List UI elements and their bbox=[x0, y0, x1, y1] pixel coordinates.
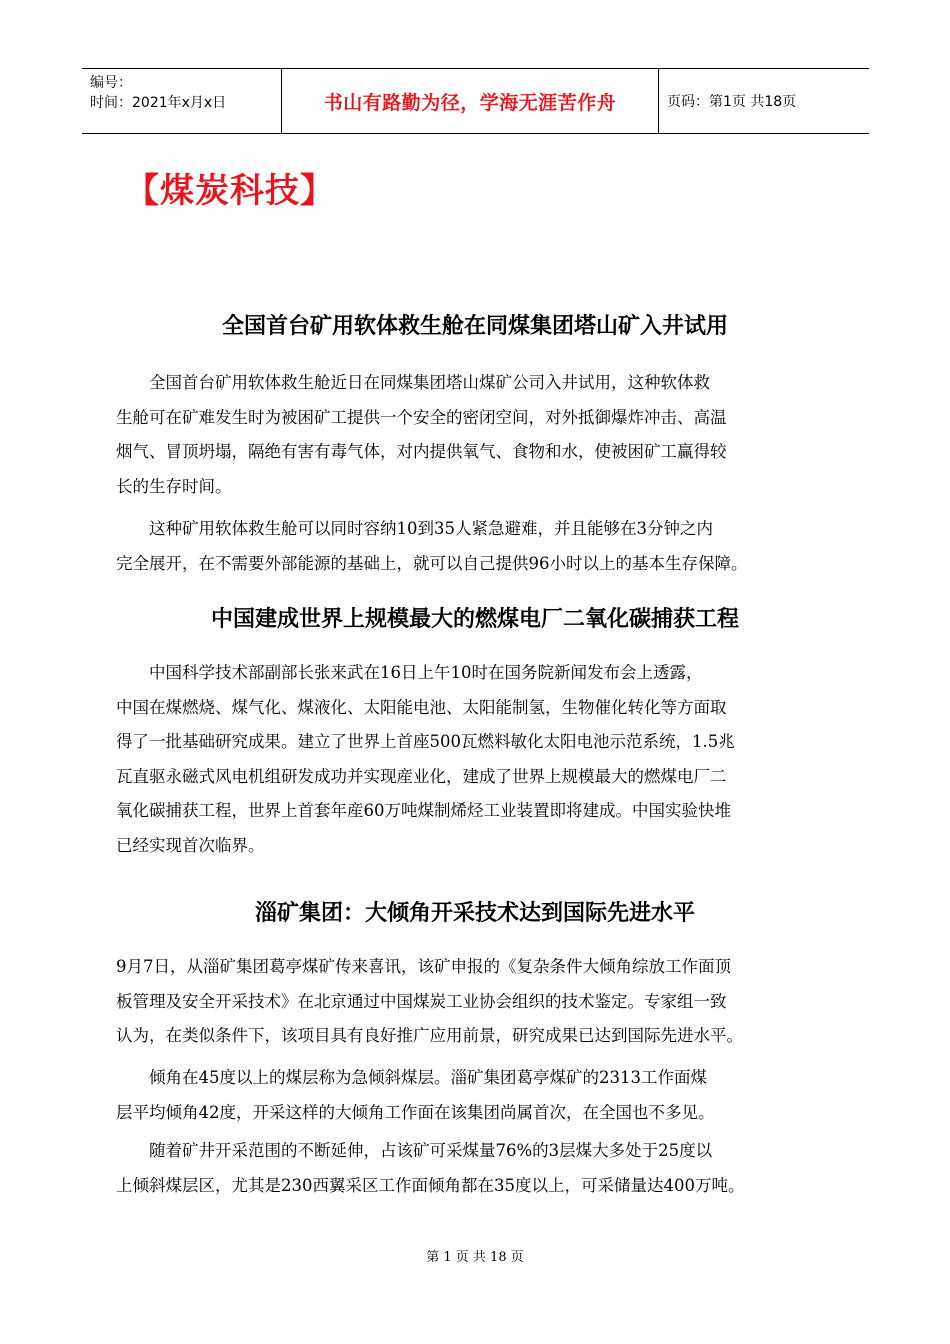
header-page-info: 页码：第1页 共18页 bbox=[667, 94, 797, 110]
number-label: 编号： bbox=[90, 75, 132, 91]
page-footer: 第 1 页 共 18 页 bbox=[426, 1250, 524, 1265]
section-title: 【煤炭科技】 bbox=[125, 171, 335, 211]
text-line: 板管理及安全开采技术》在北京通过中国煤炭工业协会组织的技术鉴定。专家组一致 bbox=[116, 991, 727, 1011]
text-line: 长的生存时间。 bbox=[116, 476, 232, 496]
text-line: 倾角在45度以上的煤层称为急倾斜煤层。淄矿集团葛亭煤矿的2313工作面煤 bbox=[116, 1068, 707, 1087]
text-line: 已经实现首次临界。 bbox=[116, 835, 265, 855]
text-line: 层平均倾角42度，开采这样的大倾角工作面在该集团尚属首次，在全国也不多见。 bbox=[116, 1102, 715, 1122]
article-1-paragraph-2 bbox=[116, 512, 856, 581]
page-header bbox=[82, 68, 869, 134]
text-line: 上倾斜煤层区，尤其是230西翼采区工作面倾角都在35度以上，可采储量达400万吨。 bbox=[116, 1175, 745, 1195]
text-line: 随着矿井开采范围的不断延伸，占该矿可采煤量76%的3层煤大多处于25度以 bbox=[116, 1141, 713, 1160]
article-3-paragraph-3 bbox=[116, 1134, 856, 1203]
article-title-1: 全国首台矿用软体救生舱在同煤集团塔山矿入井试用 bbox=[221, 314, 728, 339]
article-2-paragraph-1 bbox=[116, 656, 856, 863]
header-meta bbox=[82, 69, 281, 133]
text-line: 烟气、冒顶坍塌，隔绝有害有毒气体，对内提供氧气、食物和水，使被困矿工赢得较 bbox=[116, 442, 727, 461]
article-1-paragraph-1 bbox=[116, 366, 856, 504]
article-title-3: 淄矿集团：大倾角开采技术达到国际先进水平 bbox=[254, 901, 695, 926]
article-title-2: 中国建成世界上规模最大的燃煤电厂二氧化碳捕获工程 bbox=[210, 607, 739, 632]
text-line: 完全展开，在不需要外部能源的基础上，就可以自己提供96小时以上的基本生存保障。 bbox=[116, 553, 748, 573]
text-line: 得了一批基础研究成果。建立了世界上首座500瓦燃料敏化太阳电池示范系统，1.5兆 bbox=[116, 732, 735, 751]
time-label: 时间：2021年x月x日 bbox=[90, 95, 227, 111]
text-line: 中国科学技术部副部长张来武在16日上午10时在国务院新闻发布会上透露， bbox=[116, 663, 703, 682]
text-line: 这种矿用软体救生舱可以同时容纳10到35人紧急避难，并且能够在3分钟之内 bbox=[116, 519, 713, 538]
text-line: 生舱可在矿难发生时为被困矿工提供一个安全的密闭空间，对外抵御爆炸冲击、高温 bbox=[116, 407, 727, 427]
text-line: 全国首台矿用软体救生舱近日在同煤集团塔山煤矿公司入井试用，这种软体救 bbox=[116, 373, 710, 392]
text-line: 9月7日，从淄矿集团葛亭煤矿传来喜讯，该矿申报的《复杂条件大倾角综放工作面顶 bbox=[116, 957, 731, 976]
header-motto: 书山有路勤为径，学海无涯苦作舟 bbox=[281, 69, 659, 133]
text-line: 瓦直驱永磁式风电机组研发成功并实现産业化，建成了世界上规模最大的燃煤电厂二 bbox=[116, 766, 727, 786]
article-3-paragraph-2 bbox=[116, 1061, 856, 1130]
article-3-paragraph-1 bbox=[116, 950, 856, 1054]
text-line: 认为，在类似条件下，该项目具有良好推广应用前景，研究成果已达到国际先进水平。 bbox=[116, 1026, 743, 1045]
text-line: 氧化碳捕获工程，世界上首套年産60万吨煤制烯烃工业装置即将建成。中国实验快堆 bbox=[116, 801, 731, 820]
text-line: 中国在煤燃烧、煤气化、煤液化、太阳能电池、太阳能制氢，生物催化转化等方面取 bbox=[116, 697, 727, 717]
